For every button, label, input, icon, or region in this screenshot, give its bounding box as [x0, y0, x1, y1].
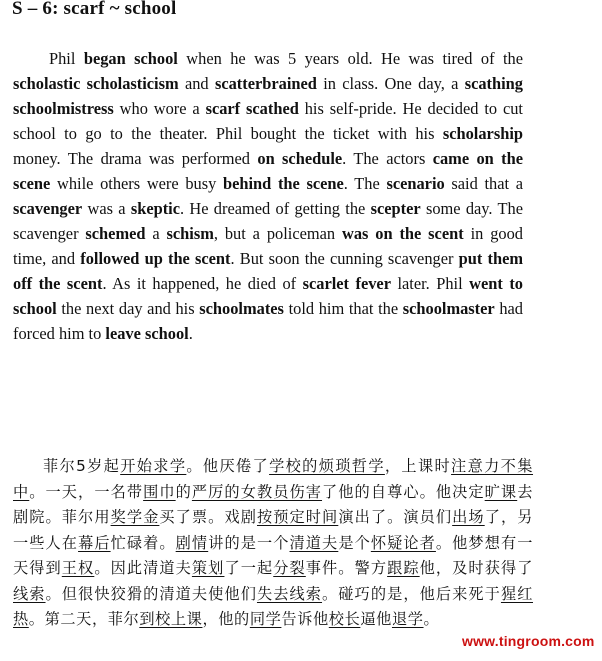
- text-run: ，上课时: [384, 457, 452, 476]
- text-run: his self-pride. He decided to cut school to go to the theater. Phil bought the ticket with his: [13, 99, 523, 144]
- text-run: 。但很快狡猾的清道夫使他们: [45, 584, 257, 603]
- text-run: 演出了。演员们: [338, 508, 453, 527]
- text-run: 。碰巧的是，他后来死于: [322, 584, 501, 603]
- text-run: a: [145, 224, 167, 244]
- text-run: the next day and his: [56, 299, 200, 319]
- vocab-term: scepter: [370, 199, 421, 219]
- translated-term: 开始求学: [120, 457, 187, 476]
- translated-term: 王权: [61, 559, 95, 578]
- section-title: S – 6: scarf ~ school: [12, 0, 177, 19]
- translated-term: 到校上课: [139, 610, 203, 629]
- text-run: 去剧院。菲尔用: [13, 482, 533, 527]
- text-run: 讲的是一个: [208, 533, 290, 552]
- text-run: 买了票。戏剧: [159, 508, 257, 527]
- text-run: . The: [343, 174, 387, 194]
- text-run: in class. One day, a: [316, 74, 465, 94]
- english-paragraph: [13, 46, 523, 346]
- text-run: 的: [175, 482, 192, 501]
- vocab-term: scarf scathed: [205, 99, 299, 119]
- text-run: 忙碌着。: [110, 533, 176, 552]
- translated-term: 同学: [249, 610, 282, 629]
- translated-term: 跟踪: [387, 559, 420, 578]
- translated-term: 伤害: [289, 482, 323, 501]
- text-run: .: [188, 324, 193, 344]
- vocab-term: leave school: [105, 324, 189, 344]
- translated-term: 分裂: [273, 559, 306, 578]
- vocab-term: began school: [83, 49, 178, 69]
- text-run: 。一天，一名带: [29, 482, 144, 501]
- translated-term: 策划: [191, 559, 225, 578]
- text-run: who wore a: [113, 99, 206, 119]
- text-run: 逼他: [360, 610, 392, 629]
- vocab-term: scarlet fever: [302, 274, 391, 294]
- vocab-term: came on the scene: [13, 149, 523, 194]
- translated-term: 学校的烦琐哲学: [269, 457, 385, 476]
- text-run: 。因此清道夫: [94, 559, 192, 578]
- vocab-term: schoolmates: [199, 299, 284, 319]
- text-run: 。: [423, 610, 440, 629]
- text-run: when he was 5 years old. He was tired of the: [177, 49, 523, 69]
- translated-term: 奖学金: [110, 508, 160, 527]
- text-run: was a: [82, 199, 131, 219]
- watermark: www.tingroom.com: [462, 633, 595, 649]
- translated-term: 退学: [391, 610, 424, 629]
- vocab-term: scathing schoolmistress: [13, 74, 523, 119]
- vocab-term: followed up the scent: [80, 249, 231, 269]
- translated-term: 猩红热: [13, 584, 533, 629]
- text-run: 事件。警方: [305, 559, 388, 578]
- text-run: ，他的: [202, 610, 250, 629]
- translated-term: 按预定时间: [256, 508, 339, 527]
- vocab-term: scavenger: [13, 199, 83, 219]
- text-run: 。他厌倦了: [186, 457, 270, 476]
- vocab-term: schoolmaster: [402, 299, 495, 319]
- text-run: 。第二天，菲尔: [28, 610, 140, 629]
- translated-term: 严厉的女教员: [191, 482, 290, 501]
- vocab-term: scatterbrained: [214, 74, 317, 94]
- text-run: told him that the: [283, 299, 403, 319]
- translated-term: 围巾: [143, 482, 176, 501]
- vocab-term: scholastic scholasticism: [13, 74, 179, 94]
- vocab-term: scenario: [386, 174, 445, 194]
- translated-term: 剧情: [175, 533, 209, 552]
- text-run: 。他梦想有一天得到: [13, 533, 534, 578]
- vocab-term: was on the scent: [341, 224, 464, 244]
- text-run: in good time, and: [13, 224, 523, 269]
- vocab-term: behind the scene: [222, 174, 344, 194]
- text-run: . The actors: [342, 149, 433, 169]
- text-run: said that a: [444, 174, 523, 194]
- text-run: 是个: [338, 533, 371, 552]
- translated-term: 清道夫: [289, 533, 339, 552]
- vocab-term: schemed: [85, 224, 146, 244]
- text-run: some day. The scavenger: [13, 199, 524, 244]
- text-run: . As it happened, he died of: [102, 274, 303, 294]
- chinese-paragraph: [13, 454, 533, 633]
- vocab-term: schism: [166, 224, 214, 244]
- text-run: 了他的自尊心。他决定: [322, 482, 485, 501]
- translated-term: 校长: [328, 610, 361, 629]
- translated-term: 失去线索: [256, 584, 323, 603]
- text-run: 了，另一些人在: [13, 508, 534, 552]
- text-run: while others were busy: [50, 174, 223, 194]
- translated-term: 怀疑论者: [370, 533, 436, 552]
- text-run: had forced him to: [13, 299, 523, 344]
- translated-term: 线索: [13, 584, 46, 603]
- vocab-term: went to school: [13, 274, 523, 319]
- text-run: , but a policeman: [213, 224, 342, 244]
- translated-term: 出场: [452, 508, 485, 527]
- text-run: . But soon the cunning scavenger: [230, 249, 459, 269]
- vocab-term: skeptic: [130, 199, 181, 219]
- text-run: Phil: [49, 49, 84, 69]
- text-run: 了一起: [224, 559, 274, 578]
- translated-term: 幕后: [78, 533, 111, 552]
- vocab-term: on schedule: [257, 149, 343, 169]
- translated-term: 旷课: [484, 482, 518, 501]
- vocab-term: scholarship: [442, 124, 523, 144]
- text-run: 他，及时获得了: [419, 559, 534, 578]
- text-run: and: [178, 74, 215, 94]
- text-run: 菲尔5岁起: [43, 457, 121, 476]
- text-run: . He dreamed of getting the: [180, 199, 371, 219]
- text-run: 告诉他: [281, 610, 329, 629]
- translated-term: 注意力不集中: [13, 457, 534, 501]
- text-run: later. Phil: [390, 274, 470, 294]
- text-run: money. The drama was performed: [13, 149, 258, 169]
- vocab-term: put them off the scent: [13, 249, 524, 294]
